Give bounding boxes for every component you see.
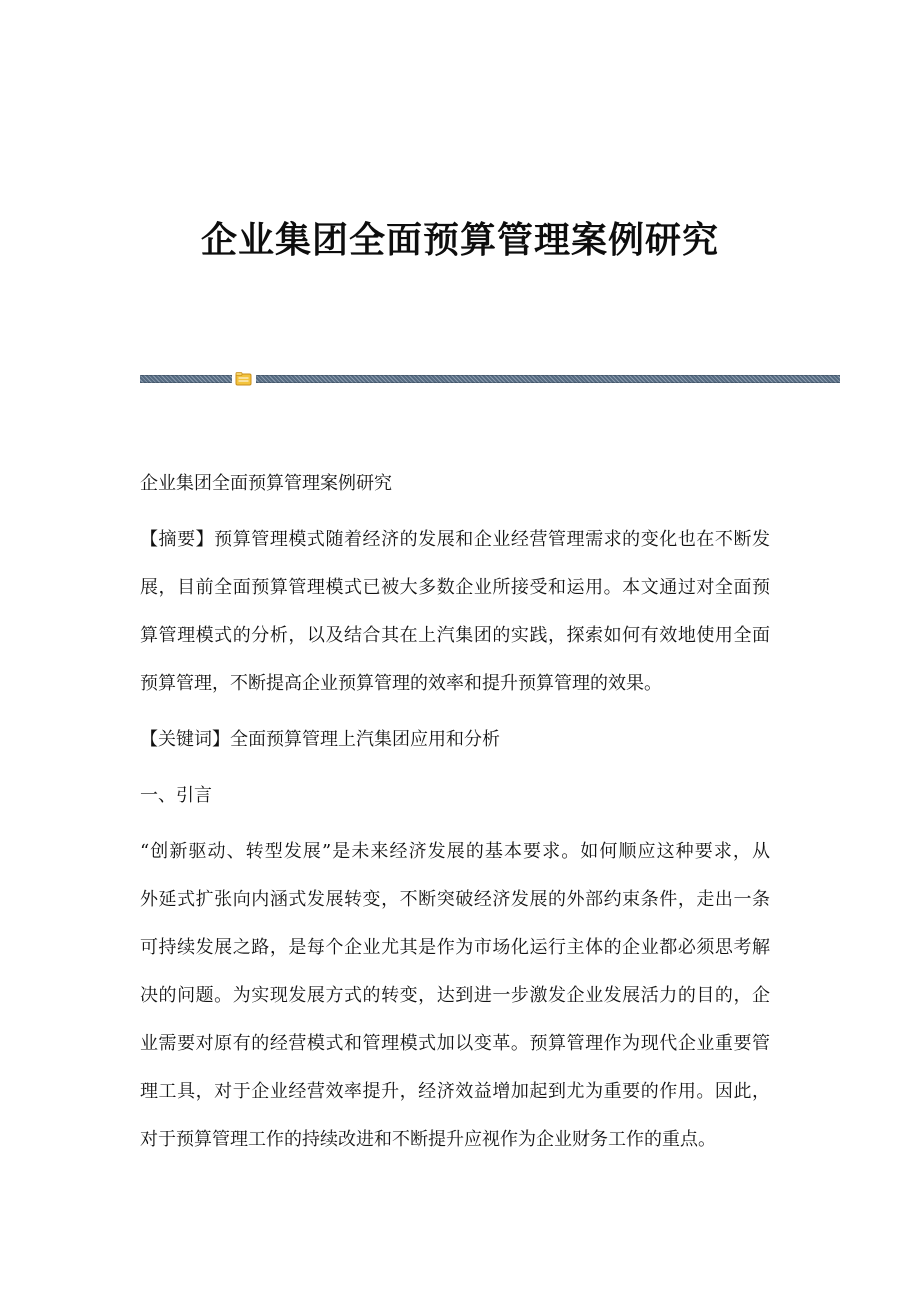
keywords-line: 【关键词】全面预算管理上汽集团应用和分析 [140, 729, 500, 750]
intro-line: 理工具，对于企业经营效率提升，经济效益增加起到尤为重要的作用。因此， [140, 1081, 770, 1102]
intro-line: “创新驱动、转型发展”是未来经济发展的基本要求。如何顺应这种要求，从 [140, 841, 770, 862]
page-title: 企业集团全面预算管理案例研究 [200, 219, 719, 261]
folder-icon [235, 371, 252, 387]
intro-line: 决的问题。为实现发展方式的转变，达到进一步激发企业发展活力的目的，企 [140, 985, 770, 1006]
keywords-paragraph [140, 716, 770, 764]
subtitle-paragraph [140, 460, 770, 508]
abstract-line: 预算管理，不断提高企业预算管理的效率和提升预算管理的效果。 [140, 673, 662, 694]
intro-line: 可持续发展之路，是每个企业尤其是作为市场化运行主体的企业都必须思考解 [140, 937, 770, 958]
intro-line: 业需要对原有的经营模式和管理模式加以变革。预算管理作为现代企业重要管 [140, 1033, 770, 1054]
abstract-paragraph [140, 516, 770, 708]
abstract-line: 算管理模式的分析，以及结合其在上汽集团的实践，探索如何有效地使用全面 [140, 625, 770, 646]
divider-bar-right [256, 375, 840, 383]
document-body [140, 460, 770, 1172]
section-heading [140, 772, 770, 820]
subtitle-line: 企业集团全面预算管理案例研究 [140, 473, 392, 494]
title-divider [140, 370, 840, 388]
intro-line: 外延式扩张向内涵式发展转变，不断突破经济发展的外部约束条件，走出一条 [140, 889, 770, 910]
intro-line: 对于预算管理工作的持续改进和不断提升应视作为企业财务工作的重点。 [140, 1129, 716, 1150]
divider-bar-left [140, 375, 232, 383]
abstract-line: 【摘要】预算管理模式随着经济的发展和企业经营管理需求的变化也在不断发 [140, 529, 770, 550]
intro-paragraph [140, 828, 770, 1164]
section-heading-text: 一、引言 [140, 785, 212, 806]
abstract-line: 展，目前全面预算管理模式已被大多数企业所接受和运用。本文通过对全面预 [140, 577, 770, 598]
